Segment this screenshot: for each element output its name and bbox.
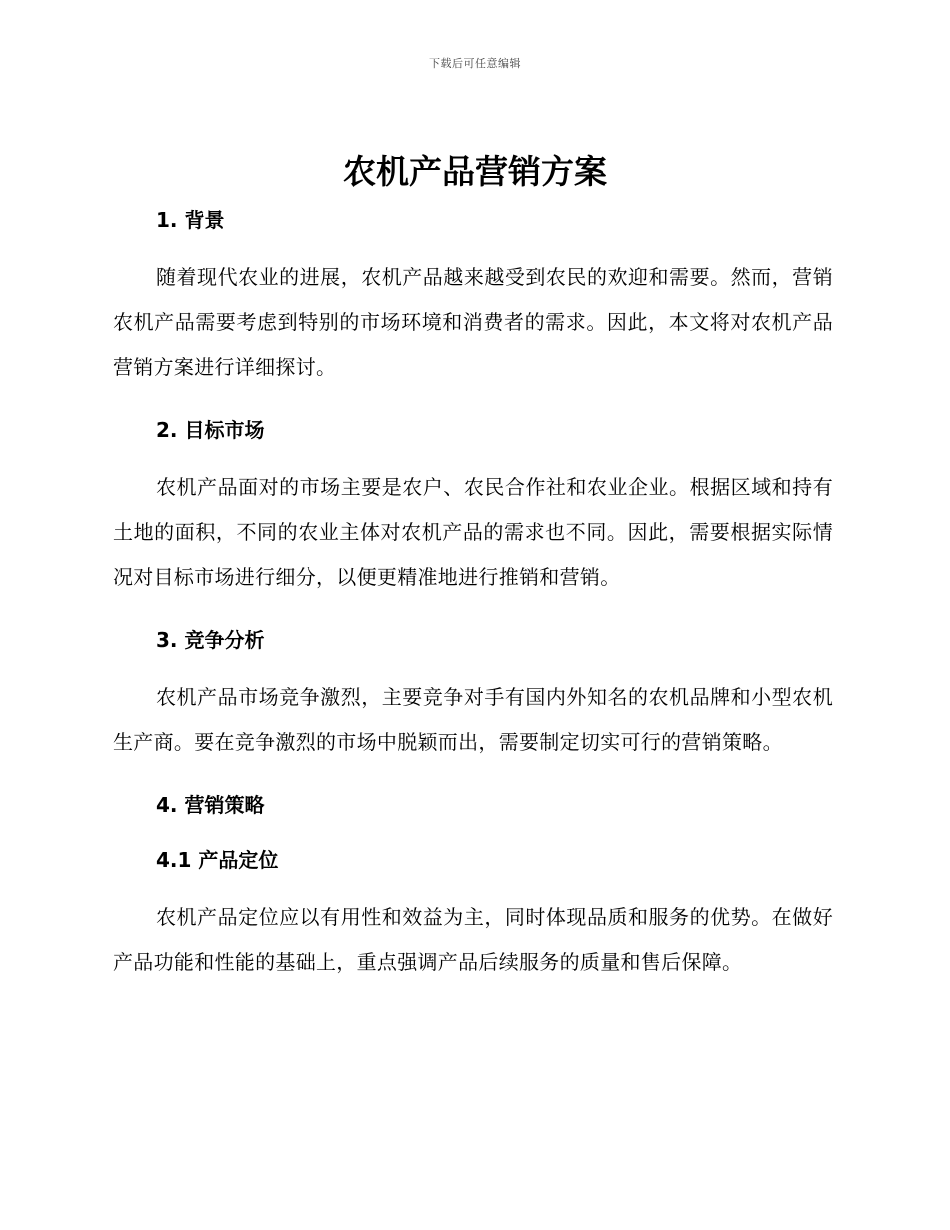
- subsection-heading-product-positioning: 4.1 产品定位: [156, 848, 279, 872]
- page-header-note: 下载后可任意编辑: [429, 57, 521, 70]
- section-heading-competition: 3. 竞争分析: [156, 628, 265, 652]
- section-heading-target-market: 2. 目标市场: [156, 418, 265, 442]
- section-paragraph-competition: 农机产品市场竞争激烈，主要竞争对手有国内外知名的农机品牌和小型农机生产商。要在竞争激烈的市场中脱颖而出，需要制定切实可行的营销策略。: [113, 685, 833, 754]
- section-paragraph-background: 随着现代农业的进展，农机产品越来越受到农民的欢迎和需要。然而，营销农机产品需要考虑到特别的市场环境和消费者的需求。因此，本文将对农机产品营销方案进行详细探讨。: [113, 265, 833, 379]
- section-heading-marketing-strategy: 4. 营销策略: [156, 793, 265, 817]
- section-paragraph-target-market: 农机产品面对的市场主要是农户、农民合作社和农业企业。根据区域和持有土地的面积，不同的农业主体对农机产品的需求也不同。因此，需要根据实际情况对目标市场进行细分，以便更精准地进行推销和营销。: [113, 475, 833, 589]
- subsection-paragraph-product-positioning: 农机产品定位应以有用性和效益为主，同时体现品质和服务的优势。在做好产品功能和性能的基础上，重点强调产品后续服务的质量和售后保障。: [113, 905, 833, 974]
- document-title: 农机产品营销方案: [343, 152, 607, 191]
- document-body: [113, 200, 833, 985]
- section-heading-background: 1. 背景: [156, 208, 225, 232]
